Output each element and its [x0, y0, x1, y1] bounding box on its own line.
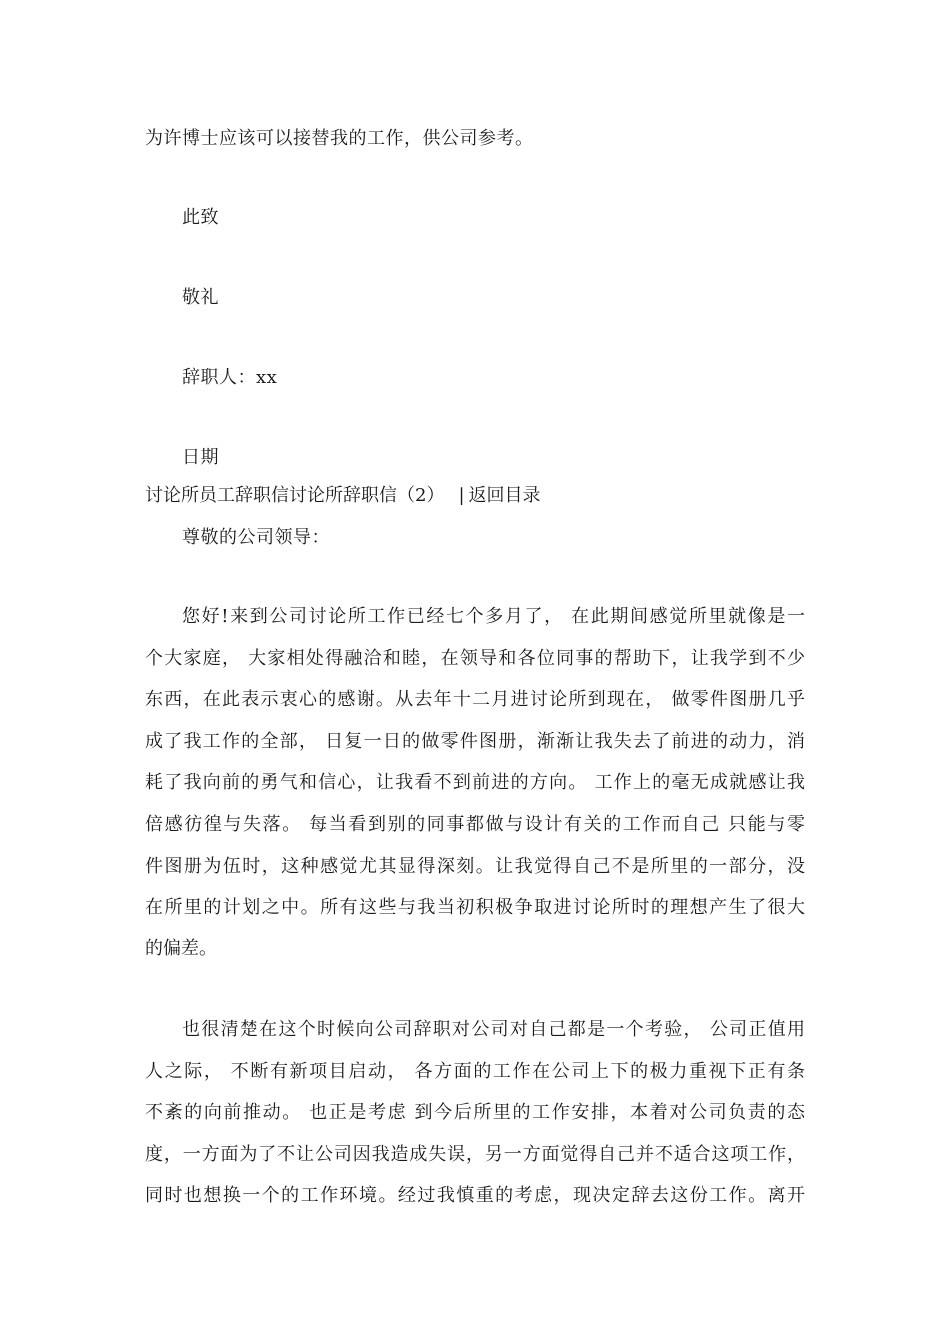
paragraph-line: 件图册为伍时，这种感觉尤其显得深刻。让我觉得自己不是所里的一部分，没	[145, 856, 805, 877]
paragraph-line: 人之际， 不断有新项目启动， 各方面的工作在公司上下的极力重视下正有条	[145, 1061, 805, 1082]
section-title: 讨论所员工辞职信讨论所辞职信（2）	[145, 485, 445, 506]
paragraph-line: 您好!来到公司讨论所工作已经七个多月了， 在此期间感觉所里就像是一	[182, 606, 805, 627]
date-label: 日期	[182, 447, 219, 468]
paragraph-line: 倍感彷徨与失落。 每当看到别的同事都做与设计有关的工作而自己 只能与零	[145, 814, 805, 835]
paragraph-line: 同时也想换一个的工作环境。经过我慎重的考虑，现决定辞去这份工作。离开	[145, 1185, 805, 1206]
paragraph-line: 在所里的计划之中。所有这些与我当初积极争取进讨论所时的理想产生了很大	[145, 897, 805, 918]
paragraph-line: 成了我工作的全部， 日复一日的做零件图册，渐渐让我失去了前进的动力，消	[145, 731, 805, 752]
paragraph-line: 个大家庭， 大家相处得融洽和睦，在领导和各位同事的帮助下，让我学到不少	[145, 648, 805, 669]
signer-label: 辞职人：xx	[182, 367, 278, 388]
salutation-jing-li: 敬礼	[182, 287, 219, 308]
letter-greeting: 尊敬的公司领导：	[182, 527, 330, 548]
paragraph-line: 的偏差。	[145, 938, 217, 959]
back-to-toc-link[interactable]: 返回目录	[468, 485, 541, 506]
salutation-ci-zhi: 此致	[182, 207, 219, 228]
paragraph-line: 耗了我向前的勇气和信心，让我看不到前进的方向。 工作上的毫无成就感让我	[145, 772, 805, 793]
paragraph-line: 不紊的向前推动。 也正是考虑 到今后所里的工作安排，本着对公司负责的态	[145, 1102, 805, 1123]
paragraph-line: 度，一方面为了不让公司因我造成失误，另一方面觉得自己并不适合这项工作，	[145, 1144, 805, 1165]
section-separator: |	[458, 485, 465, 506]
continued-line: 为许博士应该可以接替我的工作，供公司参考。	[145, 128, 534, 149]
paragraph-line: 也很清楚在这个时候向公司辞职对公司对自己都是一个考验， 公司正值用	[182, 1019, 805, 1040]
paragraph-line: 东西，在此表示衷心的感谢。从去年十二月进讨论所到现在， 做零件图册几乎	[145, 689, 805, 710]
section-heading	[145, 484, 541, 508]
